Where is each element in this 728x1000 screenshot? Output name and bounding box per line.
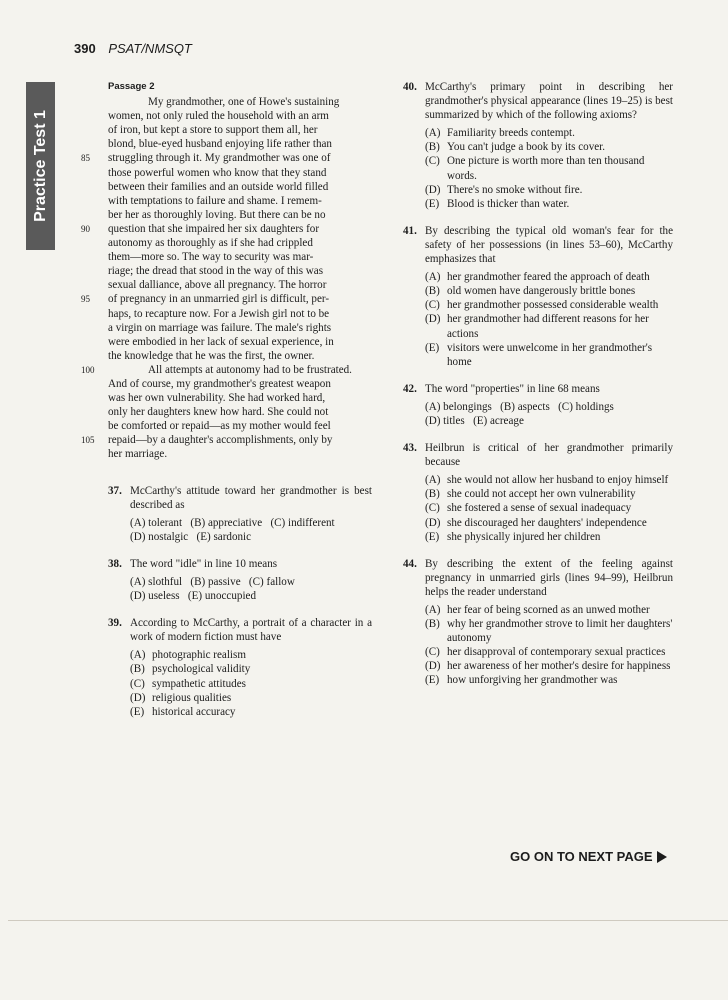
choice-text: One picture is worth more than ten thousand words.	[447, 155, 645, 182]
question-number: 40.	[403, 81, 417, 93]
question-stem: By describing the extent of the feeling against pregnancy in unmarried girls (lines 94–99), Heilbrun helps the reader understand	[425, 557, 673, 598]
passage-line	[108, 208, 372, 222]
choice-text: religious qualities	[152, 691, 232, 704]
passage-line	[81, 222, 372, 236]
passage-line-text: of iron, but kept a store to support them all, her	[108, 124, 318, 137]
question-stem: According to McCarthy, a portrait of a character in a work of modern fiction must have	[130, 617, 372, 644]
arrow-right-icon	[657, 851, 667, 863]
choice-text: sympathetic attitudes	[152, 677, 246, 690]
passage-line-text: between their families and an outside world filled	[108, 180, 329, 193]
answer-choice	[425, 473, 673, 487]
passage-line	[108, 391, 372, 405]
question-number: 39.	[108, 617, 122, 630]
question-item	[108, 557, 372, 603]
passage-line	[108, 109, 372, 123]
passage-line	[108, 335, 372, 349]
choice-letter: (C)	[425, 155, 440, 168]
passage-line-text: women, not only ruled the household with an arm	[108, 110, 329, 123]
question-item	[108, 484, 372, 544]
go-on-notice	[510, 849, 667, 864]
passage-line-text: with temptations to failure and shame. I remem-	[108, 194, 322, 207]
answer-choice	[130, 648, 372, 662]
answer-choice	[425, 154, 673, 182]
choice-text: her fear of being scorned as an unwed mother	[447, 604, 650, 616]
passage-line-text: question that she impaired her six daughters for	[108, 222, 320, 235]
passage-line	[108, 307, 372, 321]
passage-line	[108, 250, 372, 264]
answer-choices	[425, 270, 673, 369]
passage-line-text: And of course, my grandmother's greatest weapon	[108, 377, 331, 390]
passage-line	[81, 363, 372, 377]
passage-line	[81, 433, 372, 447]
answer-choice	[425, 645, 673, 659]
answer-choice-row: (D) nostalgic (E) sardonic	[130, 530, 252, 543]
choice-letter: (E)	[425, 530, 440, 543]
choice-letter: (B)	[425, 618, 440, 631]
passage-line	[108, 194, 372, 208]
line-number: 85	[81, 153, 90, 164]
choice-text: her grandmother had different reasons for her actions	[447, 313, 649, 340]
passage-line	[108, 137, 372, 151]
question-number: 42.	[403, 382, 417, 395]
answer-choice-row: (A) belongings (B) aspects (C) holdings	[425, 400, 614, 413]
choice-letter: (A)	[425, 604, 441, 616]
right-column	[403, 80, 673, 688]
passage-line	[108, 278, 372, 292]
answer-choices	[130, 516, 372, 544]
passage-line	[108, 236, 372, 250]
question-number: 44.	[403, 557, 417, 570]
question-stem: The word "properties" in line 68 means	[425, 382, 600, 395]
answer-choice	[425, 126, 673, 140]
choice-letter: (C)	[130, 677, 145, 690]
choice-text: psychological validity	[152, 663, 251, 676]
passage-line-text: the knowledge that he was the first, the owner.	[108, 349, 315, 362]
passage-line	[108, 447, 372, 461]
choice-letter: (D)	[425, 660, 441, 673]
answer-choice	[425, 197, 673, 211]
choice-letter: (B)	[425, 141, 440, 154]
passage-line-text: struggling through it. My grandmother was one of	[108, 152, 331, 165]
choice-text: visitors were unwelcome in her grandmother's home	[447, 341, 653, 368]
answer-choice	[425, 603, 673, 617]
passage-line-text: was her own vulnerability. She had worked hard,	[108, 392, 326, 405]
choice-letter: (D)	[130, 691, 146, 704]
line-number: 105	[81, 435, 95, 446]
left-column	[81, 80, 372, 719]
choice-letter: (C)	[425, 299, 440, 312]
page-header	[74, 41, 192, 56]
question-item	[403, 441, 673, 544]
choice-text: her grandmother possessed considerable wealth	[447, 299, 659, 312]
choice-text: her grandmother feared the approach of death	[447, 271, 650, 284]
choice-letter: (E)	[425, 197, 440, 210]
choice-text: she would not allow her husband to enjoy himself	[447, 474, 669, 487]
answer-choice-row: (D) titles (E) acreage	[425, 414, 524, 427]
passage-line	[108, 405, 372, 419]
answer-choice	[425, 270, 673, 284]
answer-choice	[425, 298, 673, 312]
choice-text: historical accuracy	[152, 705, 236, 718]
passage-line-text: a virgin on marriage was failure. The male's rights	[108, 321, 332, 334]
passage-line-text: riage; the dread that stood in the way of this was	[108, 265, 324, 278]
choice-text: old women have dangerously brittle bones	[447, 285, 636, 298]
answer-choice-row: (A) slothful (B) passive (C) fallow	[130, 576, 295, 588]
question-number: 38.	[108, 557, 122, 570]
choice-text: Familiarity breeds contempt.	[447, 127, 575, 140]
section-tab	[26, 82, 55, 250]
passage-line	[81, 292, 372, 306]
passage-line-text: autonomy as thoroughly as if she had crippled	[108, 237, 313, 250]
passage-line	[108, 264, 372, 278]
choice-text: Blood is thicker than water.	[447, 197, 570, 210]
question-item	[403, 557, 673, 688]
answer-choices	[130, 648, 372, 718]
answer-choice-row: (D) useless (E) unoccupied	[130, 590, 256, 603]
left-questions	[108, 484, 372, 719]
answer-choices	[425, 400, 673, 428]
passage-line-text: ber her as thoroughly loving. But there can be no	[108, 208, 326, 221]
question-number: 43.	[403, 442, 417, 455]
choice-text: how unforgiving her grandmother was	[447, 674, 618, 687]
answer-choice	[425, 487, 673, 501]
passage-line	[108, 123, 372, 137]
question-item	[403, 224, 673, 369]
choice-text: her disapproval of contemporary sexual practices	[447, 646, 666, 659]
choice-letter: (A)	[425, 474, 441, 487]
question-stem: McCarthy's attitude toward her grandmother is best described as	[130, 484, 372, 511]
question-stem: Heilbrun is critical of her grandmother primarily because	[425, 442, 673, 469]
passage-line-text: her marriage.	[108, 448, 168, 461]
choice-letter: (C)	[425, 646, 440, 659]
choice-text: why her grandmother strove to limit her daughters' autonomy	[447, 618, 673, 645]
answer-choices	[425, 473, 673, 543]
page-divider	[8, 920, 728, 921]
passage-line-text: those powerful women who know that they stand	[108, 166, 327, 179]
choice-letter: (A)	[130, 649, 146, 662]
question-stem: By describing the typical old woman's fear for the safety of her possessions (in lines 53–60), McCarthy emphasizes that	[425, 224, 673, 266]
answer-choice	[425, 341, 673, 369]
answer-choice	[425, 284, 673, 298]
choice-text: she could not accept her own vulnerability	[447, 488, 636, 501]
choice-text: There's no smoke without fire.	[447, 183, 583, 196]
question-item	[403, 80, 673, 211]
passage-line-text: All attempts at autonomy had to be frustrated.	[148, 363, 352, 376]
choice-text: her awareness of her mother's desire for happiness	[447, 660, 671, 673]
answer-choices	[425, 603, 673, 688]
choice-letter: (C)	[425, 502, 440, 515]
answer-choice	[130, 677, 372, 691]
passage-text	[81, 95, 372, 461]
choice-letter: (B)	[425, 285, 440, 298]
passage-line-text: blond, blue-eyed husband enjoying life rather than	[108, 138, 332, 151]
answer-choice	[130, 705, 372, 719]
choice-letter: (E)	[425, 674, 440, 687]
answer-choice	[425, 617, 673, 645]
answer-choice	[425, 140, 673, 154]
choice-letter: (A)	[425, 127, 441, 140]
choice-text: photographic realism	[152, 649, 246, 662]
choice-text: she physically injured her children	[447, 530, 601, 543]
question-stem: The word "idle" in line 10 means	[130, 557, 278, 570]
passage-line-text: them—more so. The way to security was mar-	[108, 251, 314, 264]
passage-line-text: repaid—by a daughter's accomplishments, only by	[108, 434, 333, 447]
passage-line	[108, 95, 372, 109]
answer-choice	[425, 530, 673, 544]
line-number: 90	[81, 223, 90, 234]
passage-line	[108, 166, 372, 180]
choice-letter: (E)	[130, 705, 145, 718]
choice-letter: (D)	[425, 313, 441, 326]
choice-letter: (D)	[425, 516, 441, 529]
passage-line-text: sexual dalliance, above all pregnancy. The horror	[108, 279, 327, 292]
answer-choice	[425, 659, 673, 673]
answer-choice-row: (A) tolerant (B) appreciative (C) indifferent	[130, 516, 335, 529]
question-item	[403, 382, 673, 428]
answer-choice	[425, 183, 673, 197]
question-number: 37.	[108, 484, 122, 497]
answer-choice	[425, 312, 673, 340]
line-number: 95	[81, 294, 90, 305]
choice-letter: (B)	[425, 488, 440, 501]
answer-choices	[130, 575, 372, 603]
choice-text: You can't judge a book by its cover.	[447, 141, 606, 154]
answer-choices	[425, 126, 673, 211]
passage-line	[81, 151, 372, 165]
passage-line-text: be comforted or repaid—as my mother would feel	[108, 420, 331, 433]
choice-text: she discouraged her daughters' independence	[447, 516, 647, 529]
answer-choice	[130, 691, 372, 705]
section-tab-label: Practice Test 1	[31, 110, 49, 222]
passage-line	[108, 349, 372, 363]
question-stem: McCarthy's primary point in describing her grandmother's physical appearance (lines 19–25) is best summarized by which of the following axioms?	[425, 81, 673, 122]
passage-line-text: My grandmother, one of Howe's sustaining	[148, 96, 340, 109]
choice-letter: (B)	[130, 663, 145, 676]
page-title: PSAT/NMSQT	[108, 41, 192, 56]
passage-line	[108, 321, 372, 335]
go-on-label: GO ON TO NEXT PAGE	[510, 849, 653, 864]
passage-line-text: of pregnancy in an unmarried girl is difficult, per-	[108, 293, 330, 306]
choice-letter: (D)	[425, 183, 441, 196]
passage-line	[108, 377, 372, 391]
answer-choice	[425, 501, 673, 515]
right-questions	[403, 80, 673, 688]
passage-title: Passage 2	[108, 81, 155, 92]
answer-choice	[130, 662, 372, 676]
passage-line	[108, 419, 372, 433]
passage-line-text: were embodied in her lack of sexual experience, in	[108, 335, 334, 348]
passage-line-text: only her daughters knew how hard. She could not	[108, 406, 329, 419]
answer-choice	[425, 673, 673, 687]
question-number: 41.	[403, 224, 417, 237]
line-number: 100	[81, 364, 95, 375]
passage-line-text: haps, to recapture now. For a Jewish girl not to be	[108, 307, 330, 320]
question-item	[108, 616, 372, 719]
choice-text: she fostered a sense of sexual inadequacy	[447, 502, 632, 515]
choice-letter: (E)	[425, 341, 440, 354]
choice-letter: (A)	[425, 271, 441, 284]
answer-choice	[425, 516, 673, 530]
page-number: 390	[74, 41, 96, 56]
passage-line	[108, 180, 372, 194]
